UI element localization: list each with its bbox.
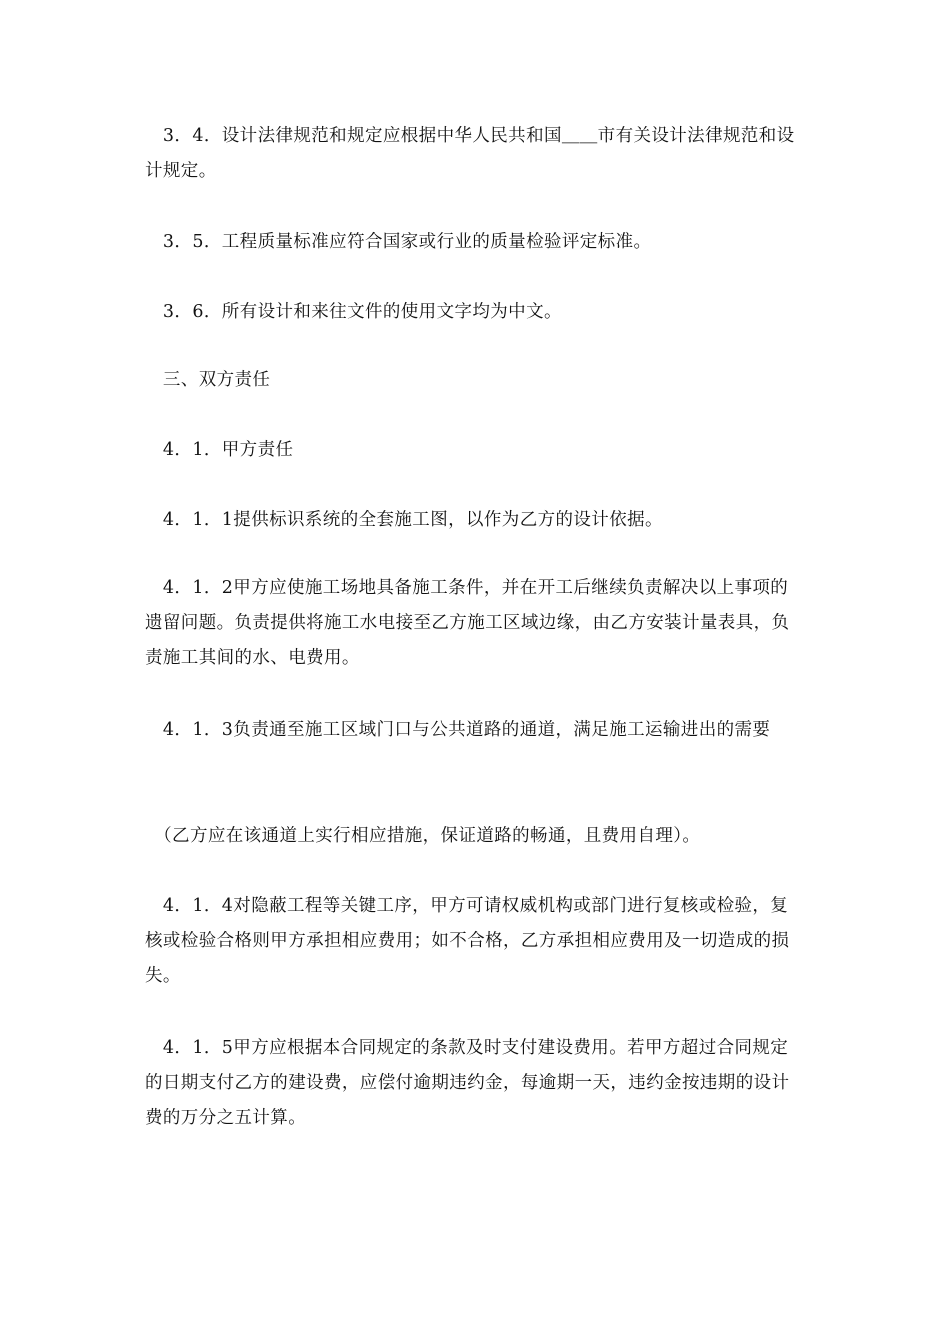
paragraph-4-1-5: 4．1．5甲方应根据本合同规定的条款及时支付建设费用。若甲方超过合同规定的日期支付乙方的建设费，应偿付逾期违约金，每逾期一天，违约金按违期的设计费的万分之五计算。 <box>145 1038 790 1128</box>
paragraph-4-1-2: 4．1．2甲方应使施工场地具备施工条件，并在开工后继续负责解决以上事项的遗留问题。负责提供将施工水电接至乙方施工区域边缘，由乙方安装计量表具，负责施工其间的水、电费用。 <box>145 578 790 668</box>
paragraph-4-1-4: 4．1．4对隐蔽工程等关键工序，甲方可请权威机构或部门进行复核或检验，复核或检验合格则甲方承担相应费用；如不合格，乙方承担相应费用及一切造成的损失。 <box>145 896 790 986</box>
paragraph-3-5: 3．5．工程质量标准应符合国家或行业的质量检验评定标准。 <box>145 232 652 252</box>
section-heading-responsibilities: 三、双方责任 <box>145 370 271 390</box>
paragraph-4-1-3: 4．1．3负责通至施工区域门口与公共道路的通道，满足施工运输进出的需要 <box>145 720 771 740</box>
paragraph-4-1-1: 4．1．1提供标识系统的全套施工图，以作为乙方的设计依据。 <box>145 510 663 530</box>
paragraph-4-1-3-note: （乙方应在该通道上实行相应措施，保证道路的畅通，且费用自理）。 <box>145 826 701 846</box>
paragraph-3-4: 3．4．设计法律规范和规定应根据中华人民共和国＿＿市有关设计法律规范和设计规定。 <box>145 126 795 181</box>
paragraph-4-1: 4．1．甲方责任 <box>145 440 294 460</box>
paragraph-3-6: 3．6．所有设计和来往文件的使用文字均为中文。 <box>145 302 562 322</box>
